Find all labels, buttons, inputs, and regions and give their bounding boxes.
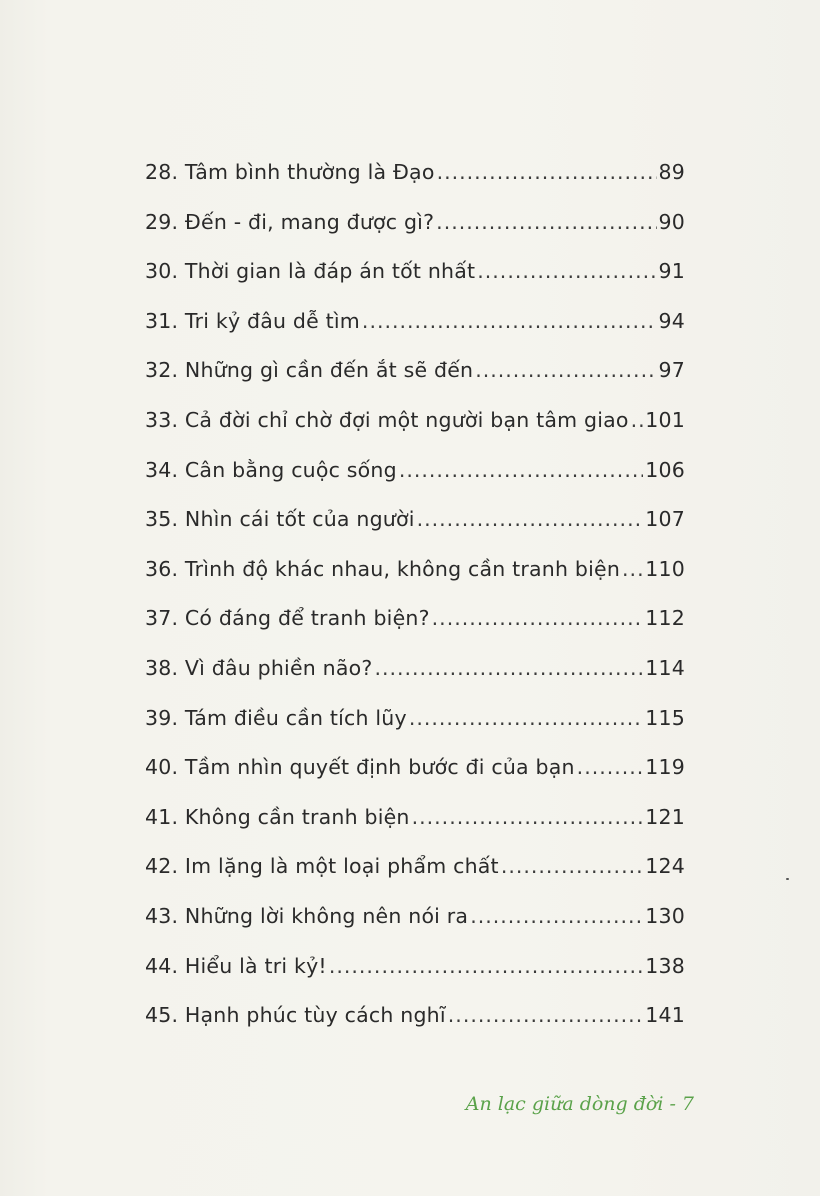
toc-entry — [145, 210, 685, 260]
dot-leader — [631, 408, 644, 432]
dot-leader — [432, 606, 644, 630]
dot-leader — [477, 259, 656, 283]
dot-leader — [399, 458, 643, 482]
toc-entry-page-number: 121 — [645, 804, 685, 829]
toc-entry-page-number: 106 — [645, 457, 685, 482]
toc-entry — [145, 358, 685, 408]
toc-entry — [145, 309, 685, 359]
dot-leader — [501, 854, 643, 878]
dot-leader — [475, 358, 656, 382]
paper-speck — [786, 878, 789, 880]
toc-entry — [145, 259, 685, 309]
toc-entry-title: 40. Tầm nhìn quyết định bước đi của bạn — [145, 755, 575, 780]
dot-leader — [374, 656, 643, 680]
toc-entry-title: 34. Cân bằng cuộc sống — [145, 457, 397, 482]
toc-entry-title: 45. Hạnh phúc tùy cách nghĩ — [145, 1003, 446, 1028]
dot-leader — [409, 706, 643, 730]
toc-entry-title: 31. Tri kỷ đâu dễ tìm — [145, 308, 360, 333]
dot-leader — [436, 210, 656, 234]
toc-entry-page-number: 138 — [645, 953, 685, 978]
toc-entry-page-number: 101 — [645, 407, 685, 432]
toc-entry-page-number: 91 — [658, 259, 685, 284]
toc-entry-title: 39. Tám điều cần tích lũy — [145, 705, 407, 730]
toc-entry-page-number: 119 — [645, 755, 685, 780]
dot-leader — [470, 904, 643, 928]
toc-entry-page-number: 107 — [645, 507, 685, 532]
toc-entry-title: 43. Những lời không nên nói ra — [145, 903, 469, 928]
toc-entry-title: 41. Không cần tranh biện — [145, 804, 410, 829]
toc-entry-title: 44. Hiểu là tri kỷ! — [145, 953, 327, 978]
toc-entry — [145, 606, 685, 656]
toc-entry-page-number: 114 — [645, 655, 685, 680]
toc-entry — [145, 854, 685, 904]
dot-leader — [437, 160, 657, 184]
toc-entry-title: 29. Đến - đi, mang được gì? — [145, 209, 435, 234]
toc-entry-page-number: 124 — [645, 854, 685, 879]
dot-leader — [329, 954, 643, 978]
toc-entry-title: 42. Im lặng là một loại phẩm chất — [145, 854, 499, 879]
toc-entry-title: 37. Có đáng để tranh biện? — [145, 606, 430, 631]
toc-entry — [145, 706, 685, 756]
toc-entry — [145, 160, 685, 210]
toc-entry-page-number: 110 — [645, 556, 685, 581]
toc-entry-title: 38. Vì đâu phiền não? — [145, 655, 373, 680]
table-of-contents — [145, 160, 685, 1053]
toc-entry-title: 35. Nhìn cái tốt của người — [145, 507, 415, 532]
dot-leader — [448, 1003, 643, 1027]
toc-entry — [145, 458, 685, 508]
dot-leader — [622, 557, 643, 581]
toc-entry-title: 28. Tâm bình thường là Đạo — [145, 160, 435, 184]
toc-entry-page-number: 97 — [658, 358, 685, 383]
toc-entry-title: 33. Cả đời chỉ chờ đợi một người bạn tâm giao — [145, 407, 629, 432]
toc-entry-page-number: 112 — [645, 606, 685, 631]
toc-entry-page-number: 90 — [658, 209, 685, 234]
toc-entry — [145, 904, 685, 954]
toc-entry-page-number: 94 — [658, 308, 685, 333]
toc-entry — [145, 755, 685, 805]
toc-entry — [145, 1003, 685, 1053]
dot-leader — [417, 507, 644, 531]
toc-entry-title: 32. Những gì cần đến ắt sẽ đến — [145, 358, 474, 383]
toc-entry — [145, 805, 685, 855]
toc-entry — [145, 954, 685, 1004]
toc-entry-page-number: 141 — [645, 1003, 685, 1028]
toc-entry-title: 36. Trình độ khác nhau, không cần tranh biện — [145, 556, 621, 581]
toc-entry-page-number: 115 — [645, 705, 685, 730]
toc-entry — [145, 507, 685, 557]
dot-leader — [412, 805, 644, 829]
toc-entry — [145, 656, 685, 706]
toc-entry — [145, 408, 685, 458]
running-footer: An lạc giữa dòng đời - 7 — [465, 1093, 694, 1115]
dot-leader — [577, 755, 644, 779]
dot-leader — [362, 309, 657, 333]
toc-entry — [145, 557, 685, 607]
toc-entry-page-number: 89 — [658, 160, 685, 184]
toc-entry-title: 30. Thời gian là đáp án tốt nhất — [145, 259, 476, 284]
toc-entry-page-number: 130 — [645, 903, 685, 928]
